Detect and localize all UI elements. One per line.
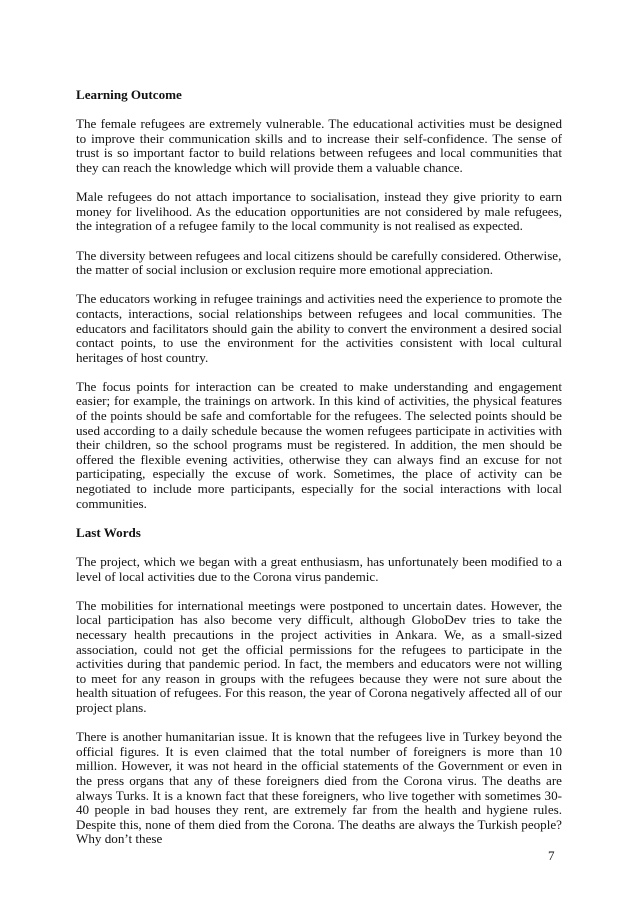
document-page: [76, 88, 562, 861]
paragraph: The focus points for interaction can be created to make understanding and engagement easier; for example, the trainings on artwork. In this kind of activities, the physical features of the points should be safe and comfortable for the refugees. The selected points should be used according to a daily schedule because the women refugees participate in activities with their children, so the school programs must be registered. In addition, the men should be offered the flexible evening activities, otherwise they can always find an excuse for not participating, especially the excuse of work. Sometimes, the place of activity can be negotiated to include more participants, especially for the social interactions with local communities.: [76, 378, 562, 511]
paragraph: The female refugees are extremely vulnerable. The educational activities must be designed to improve their communication skills and to increase their self-confidence. The sense of trust is so important factor to build relations between refugees and local communities that they can reach the knowledge which will provide them a valuable chance.: [76, 116, 562, 175]
section-heading-last-words: Last Words: [76, 524, 141, 540]
paragraph: The educators working in refugee trainings and activities need the experience to promote the contacts, interactions, social relationships between refugees and local communities. The educators and facilitators should gain the ability to convert the environment a desired social contact points, to use the environment for the activities consistent with local cultural heritages of host country.: [76, 291, 562, 365]
paragraph: The diversity between refugees and local citizens should be carefully considered. Otherwise, the matter of social inclusion or exclusion require more emotional appreciation.: [76, 247, 562, 278]
paragraph: The mobilities for international meetings were postponed to uncertain dates. However, the local participation has also become very difficult, although GloboDev tries to take the necessary health precautions in the project activities in Ankara. We, as a small-sized association, could not get the official permissions for the refugees to participate in the activities during that pandemic period. In fact, the members and educators were not willing to meet for any reason in groups with the refugees because they were not sure about the health situation of refugees. For this reason, the year of Corona negatively affected all of our project plans.: [76, 597, 562, 715]
paragraph: There is another humanitarian issue. It is known that the refugees live in Turkey beyond the official figures. It is even claimed that the total number of foreigners is more than 10 million. However, it was not heard in the official statements of the Government or even in the press organs that any of these foreigners died from the Corona virus. The deaths are always Turks. It is a known fact that these foreigners, who live together with sometimes 30-40 people in bad houses they rent, are extremely far from the health and hygiene rules. Despite this, none of them died from the Corona. The deaths are always the Turkish people? Why don’t these: [76, 729, 562, 847]
paragraph: The project, which we began with a great enthusiasm, has unfortunately been modified to a level of local activities due to the Corona virus pandemic.: [76, 554, 562, 584]
paragraph: Male refugees do not attach importance to socialisation, instead they give priority to earn money for livelihood. As the education opportunities are not considered by male refugees, the integration of a refugee family to the local community is not realised as expected.: [76, 189, 562, 234]
page-number: 7: [548, 848, 555, 863]
section-heading-learning-outcome: Learning Outcome: [76, 87, 182, 102]
